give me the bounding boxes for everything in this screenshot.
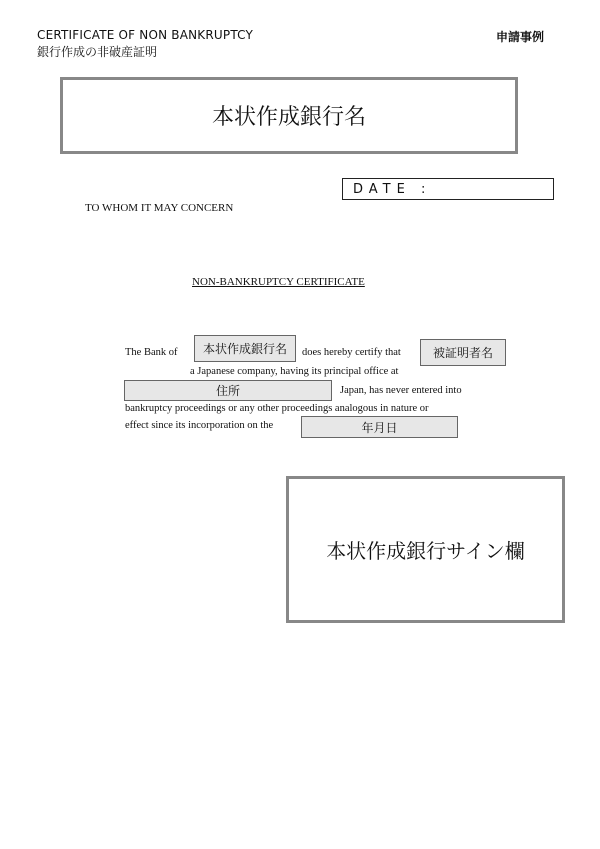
- bank-name-box: 本状作成銀行名: [60, 77, 518, 154]
- salutation: TO WHOM IT MAY CONCERN: [85, 202, 234, 214]
- certified-party-field: 被証明者名: [420, 339, 506, 366]
- incorporation-date-field: 年月日: [301, 416, 458, 438]
- header-title-en: CERTIFICATE OF NON BANKRUPTCY: [37, 28, 254, 42]
- date-field: DATE :: [342, 178, 554, 200]
- certificate-title: NON-BANKRUPTCY CERTIFICATE: [192, 276, 365, 288]
- bank-name-field: 本状作成銀行名: [194, 335, 296, 362]
- header-title-jp: 銀行作成の非破産証明: [37, 45, 158, 59]
- body-line1-start: The Bank of: [125, 347, 178, 358]
- body-line5-start: effect since its incorporation on the: [125, 420, 274, 431]
- bank-signature-box: 本状作成銀行サイン欄: [286, 476, 565, 623]
- body-line3-end: Japan, has never entered into: [340, 385, 462, 396]
- address-field: 住所: [124, 380, 332, 401]
- body-line1-mid: does hereby certify that: [302, 347, 401, 358]
- body-line4: bankruptcy proceedings or any other proceedings analogous in nature or: [125, 403, 429, 414]
- body-line2: a Japanese company, having its principal office at: [190, 366, 399, 377]
- application-example-tag: 申請事例: [496, 30, 545, 44]
